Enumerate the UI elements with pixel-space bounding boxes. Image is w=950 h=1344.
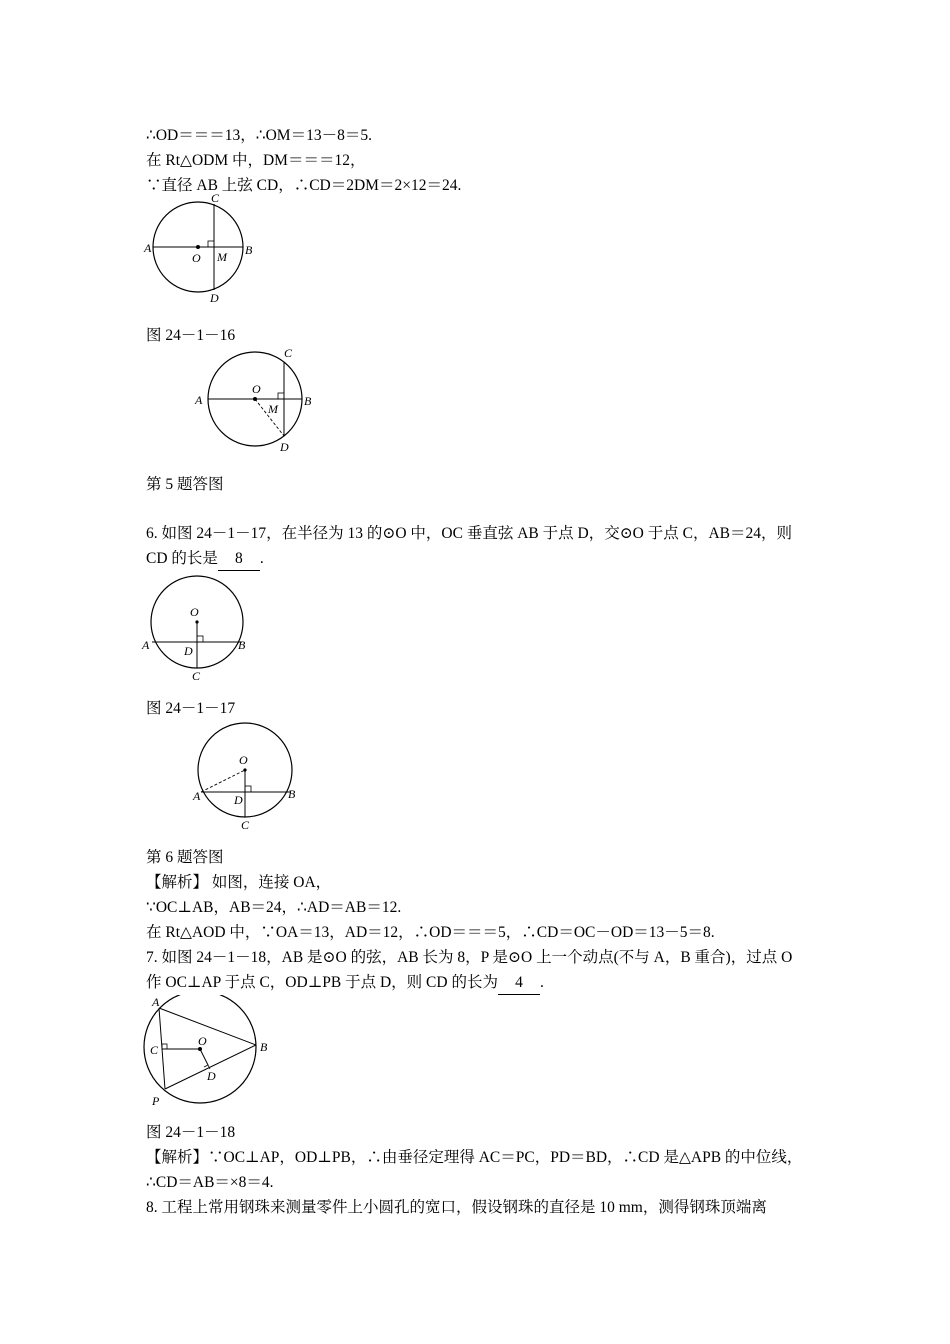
fig5-label-a: A <box>152 995 160 1009</box>
question-8-line-1: 8. 工程上常用钢珠来测量零件上小圆孔的宽口，假设钢珠的直径是 10 mm，测得钢珠顶端离 <box>146 1199 767 1216</box>
figure-24-1-17 <box>138 570 258 688</box>
text-line-2: 在 Rt△ODM 中，DM＝＝＝12， <box>146 152 366 169</box>
figure-24-1-16 <box>138 192 258 310</box>
question-6-line-2 <box>146 548 264 571</box>
figure-q6-answer <box>188 720 313 836</box>
question-7-line-1: 7. 如图 24－1－18，AB 是⊙O 的弦，AB 长为 8，P 是⊙O 上一个动点(不与 A，B 重合)，过点 O <box>146 949 793 966</box>
fig5-label-c: C <box>150 1043 159 1057</box>
analysis-6-line-2: ∵OC⊥AB，AB＝24，∴AD＝AB＝12. <box>146 899 402 916</box>
text-line-3: ∵直径 AB 上弦 CD，∴CD＝2DM＝2×12＝24. <box>146 177 462 194</box>
fig5-label-b: B <box>260 1040 268 1054</box>
fig2-label-a: A <box>195 393 203 407</box>
fig1-label-a: A <box>144 241 152 255</box>
question-6-period: . <box>259 550 264 567</box>
question-7-answer: 4 <box>498 972 540 995</box>
question-6-stem: CD 的长是 <box>146 550 218 567</box>
fig1-label-c: C <box>211 192 220 205</box>
fig3-label-a: A <box>142 638 150 652</box>
fig3-label-b: B <box>238 638 246 652</box>
figure-caption-24-1-16: 图 24－1－16 <box>146 327 236 344</box>
analysis-6-line-3: 在 Rt△AOD 中，∵OA＝13，AD＝12，∴OD＝＝＝5，∴CD＝OC－OD＝13－5＝8. <box>146 924 715 941</box>
figure-caption-24-1-17: 图 24－1－17 <box>146 700 236 717</box>
question-6-line-1: 6. 如图 24－1－17，在半径为 13 的⊙O 中，OC 垂直弦 AB 于点 D，交⊙O 于点 C，AB＝24，则 <box>146 525 792 542</box>
question-6-answer: 8 <box>218 548 260 571</box>
figure-caption-q6-answer: 第 6 题答图 <box>146 849 224 866</box>
fig2-label-c: C <box>284 346 293 360</box>
fig5-label-p: P <box>152 1094 160 1108</box>
fig2-label-d: D <box>280 440 289 454</box>
fig4-label-d: D <box>234 793 243 807</box>
fig4-label-b: B <box>288 787 296 801</box>
fig1-label-d: D <box>210 291 219 305</box>
fig1-label-m: M <box>217 250 227 264</box>
figure-q5-answer <box>190 345 320 457</box>
analysis-7-line-2: ∴CD＝AB＝×8＝4. <box>146 1174 274 1191</box>
fig2-label-o: O <box>252 382 261 396</box>
figure-caption-24-1-18: 图 24－1－18 <box>146 1124 236 1141</box>
fig2-label-m: M <box>268 402 278 416</box>
fig1-label-o: O <box>192 251 201 265</box>
fig3-label-c: C <box>192 669 201 683</box>
fig4-label-o: O <box>239 753 248 767</box>
analysis-7-line-1: 【解析】∵OC⊥AP，OD⊥PB，∴由垂径定理得 AC＝PC，PD＝BD，∴CD 是△APB 的中位线， <box>146 1149 803 1166</box>
text-line-1: ∴OD＝＝＝13，∴OM＝13－8＝5. <box>146 127 372 144</box>
figure-24-1-18 <box>140 995 275 1117</box>
fig2-label-b: B <box>304 394 312 408</box>
question-7-stem: 作 OC⊥AP 于点 C，OD⊥PB 于点 D，则 CD 的长为 <box>146 974 498 991</box>
fig3-label-d: D <box>184 644 193 658</box>
figure-caption-q5-answer: 第 5 题答图 <box>146 476 224 493</box>
analysis-6-line-1: 【解析】 如图，连接 OA， <box>146 874 332 891</box>
question-7-period: . <box>539 974 544 991</box>
fig4-label-c: C <box>241 818 250 832</box>
fig5-label-o: O <box>198 1034 207 1048</box>
question-7-line-2 <box>146 972 544 995</box>
fig5-label-d: D <box>207 1069 216 1083</box>
fig3-label-o: O <box>190 605 199 619</box>
fig4-label-a: A <box>193 789 201 803</box>
fig1-label-b: B <box>245 243 253 257</box>
